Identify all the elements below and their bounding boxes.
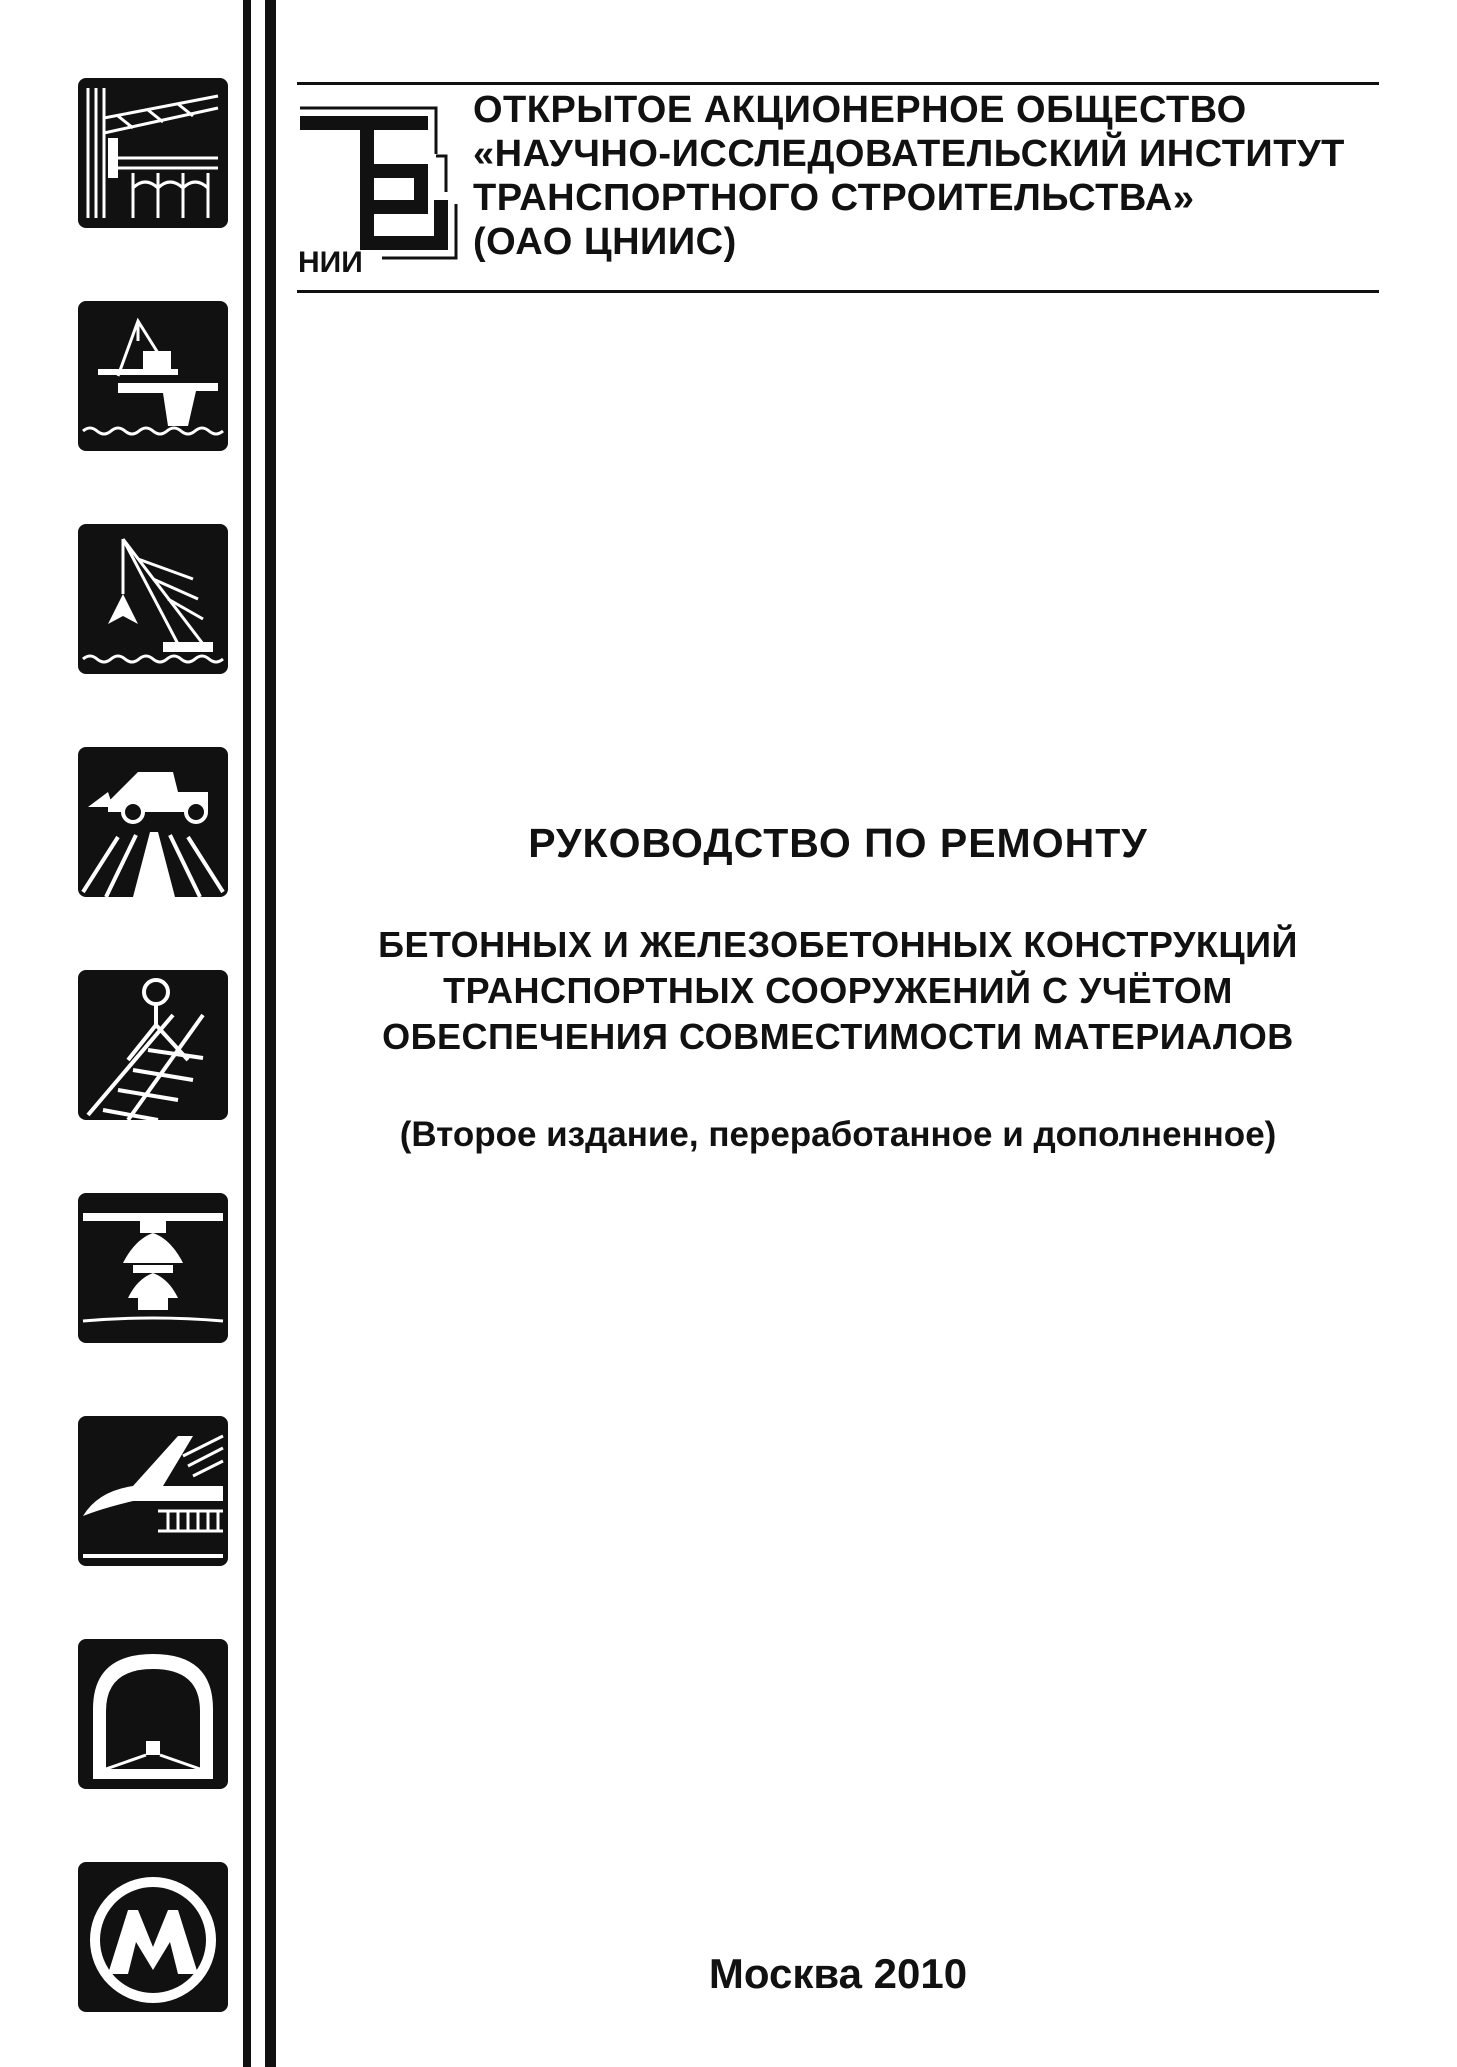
airport-icon (78, 1416, 228, 1566)
header-rule-top (297, 82, 1379, 85)
harbor-crane-icon (78, 524, 228, 674)
institute-logo (298, 104, 458, 279)
road-construction-icon (78, 747, 228, 897)
tunnel-icon (78, 1639, 228, 1789)
insulator-icon (78, 1193, 228, 1343)
left-rail-thick (265, 0, 276, 2067)
org-line-2: «НАУЧНО-ИССЛЕДОВАТЕЛЬСКИЙ ИНСТИТУТ (473, 133, 1345, 175)
floating-crane-bridge-icon (78, 301, 228, 451)
bridge-construction-icon (78, 78, 228, 228)
subtitle-line-2: ТРАНСПОРТНЫХ СООРУЖЕНИЙ С УЧЁТОМ (443, 970, 1233, 1011)
org-line-4: (ОАО ЦНИИС) (473, 221, 737, 263)
metro-icon (78, 1862, 228, 2012)
edition-note: (Второе издание, переработанное и дополненное) (399, 1115, 1277, 1154)
logo-text: НИИ (298, 246, 363, 279)
city-year: Москва 2010 (708, 1950, 968, 1997)
document-subtitle (297, 922, 1379, 1060)
railway-track-icon (78, 970, 228, 1120)
organization-name (473, 88, 1393, 264)
header-rule-bottom (297, 290, 1379, 293)
subtitle-line-3: ОБЕСПЕЧЕНИЯ СОВМЕСТИМОСТИ МАТЕРИАЛОВ (382, 1016, 1294, 1057)
subtitle-line-1: БЕТОННЫХ И ЖЕЛЕЗОБЕТОННЫХ КОНСТРУКЦИЙ (378, 924, 1298, 965)
left-rail-thin (243, 0, 251, 2067)
org-line-3: ТРАНСПОРТНОГО СТРОИТЕЛЬСТВА» (473, 177, 1195, 219)
document-title: РУКОВОДСТВО ПО РЕМОНТУ (528, 820, 1148, 866)
org-line-1: ОТКРЫТОЕ АКЦИОНЕРНОЕ ОБЩЕСТВО (473, 89, 1247, 131)
